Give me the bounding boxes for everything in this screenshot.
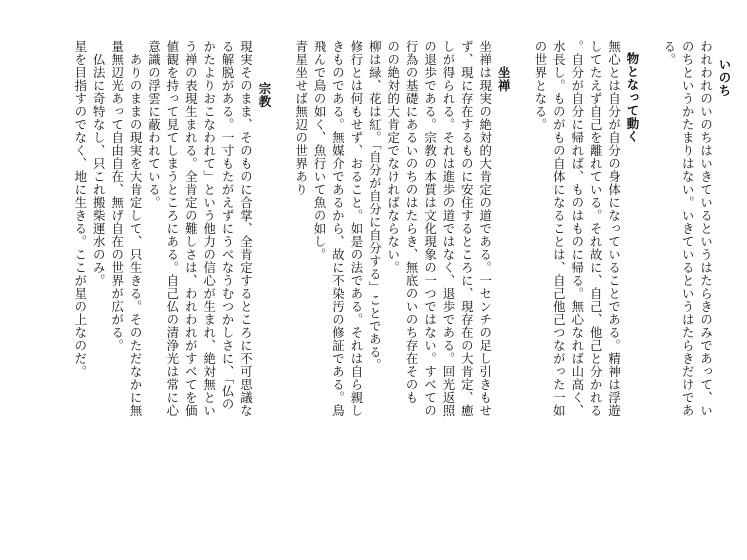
section-heading-life: いのち bbox=[717, 58, 732, 97]
text-line: 量無辺光あって自由自在、無げ自在の世界が広がる。 bbox=[109, 40, 125, 352]
text-line: われわれのいのちはいきているというはたらきのみであって、い bbox=[698, 40, 714, 417]
line-spacer bbox=[273, 40, 291, 516]
section-heading-zen: 坐禅 bbox=[496, 66, 512, 92]
text-line: 星を目指すのでなく、地に生きる。ここが星の上なのだ。 bbox=[72, 40, 88, 378]
text-line: ず、現に存在するものに安住するところに、現存在の大肯定、癒 bbox=[459, 40, 475, 417]
line-spacer bbox=[641, 40, 659, 516]
text-line: 水長し。ものがもの自体になることは、自己他己つながった一如 bbox=[551, 40, 567, 417]
section-heading-religion: 宗教 bbox=[256, 82, 272, 108]
text-line: ありのままの現実を大肯定して、只生きる。そのただなかに無 bbox=[128, 40, 144, 417]
text-line: のちというかたまりはない。いきているというはたらきだけであ bbox=[680, 40, 696, 417]
text-line: 仏法に奇特なし、只これ搬柴運水のみ。 bbox=[91, 40, 107, 287]
text-line: 飛んで鳥の如く、魚行いて魚の如し。 bbox=[312, 40, 328, 261]
text-line: のの絶対的大肯定でなければならない。 bbox=[385, 40, 401, 274]
text-line: 柳は緑、花は紅。「自分が自分に自分する」ことである。 bbox=[367, 40, 383, 372]
text-line: る解脱がある。一寸もたがえずにうべなうむつかしさに、「仏の bbox=[220, 40, 236, 411]
text-line: る。 bbox=[661, 40, 677, 66]
text-line: 意識の浮雲に蔽われている。 bbox=[146, 40, 162, 209]
text-line: 現実そのまま、そのものに合掌、全肯定するところに不可思議な bbox=[238, 40, 254, 417]
section-heading-doing: 物となって動く bbox=[624, 52, 640, 143]
text-line: の世界となる。 bbox=[532, 40, 548, 131]
text-line: 修行とは何もせず、おること。如是の法である。それは自ら親し bbox=[348, 40, 364, 417]
text-line: 青星坐せば無辺の世界あり bbox=[293, 40, 309, 196]
text-line: してたえず自己を離れている。それ故に、自己、他己と分かれる bbox=[588, 40, 604, 417]
text-line: 。自分が自分に帰れば、ものはものに帰る。無心なれば山高く、 bbox=[569, 40, 585, 417]
text-line: かたよりおこなわれて」という他力の信心が生まれ、絶対無とい bbox=[201, 40, 217, 417]
text-line: 行為の基礎にあるいのちのはたらき、無底のいのち存在そのも bbox=[404, 40, 420, 404]
text-line: しが得られる。それは進歩の道ではなく、退歩である。回光返照 bbox=[440, 40, 456, 417]
text-line: 値観を持って見てしまうところにある。自己仏の清浄光は常に心 bbox=[164, 40, 180, 417]
text-line: の退歩である。宗教の本質は文化現象の一つではない。すべての bbox=[422, 40, 438, 417]
text-line: 無心とは自分が自分の身体になっていることである。精神は浮遊 bbox=[606, 40, 622, 417]
text-line: きものである。無媒介であるから、故に不染汚の修証である。鳥 bbox=[330, 40, 346, 417]
vertical-text-body bbox=[70, 40, 733, 516]
text-line: 坐禅は現実の絶対的大肯定の道である。一センチの足し引きもせ bbox=[477, 40, 493, 417]
line-spacer bbox=[512, 40, 530, 516]
text-line: う禅の表現生まれる。全肯定の難しさは、われわれがすべてを価 bbox=[183, 40, 199, 417]
